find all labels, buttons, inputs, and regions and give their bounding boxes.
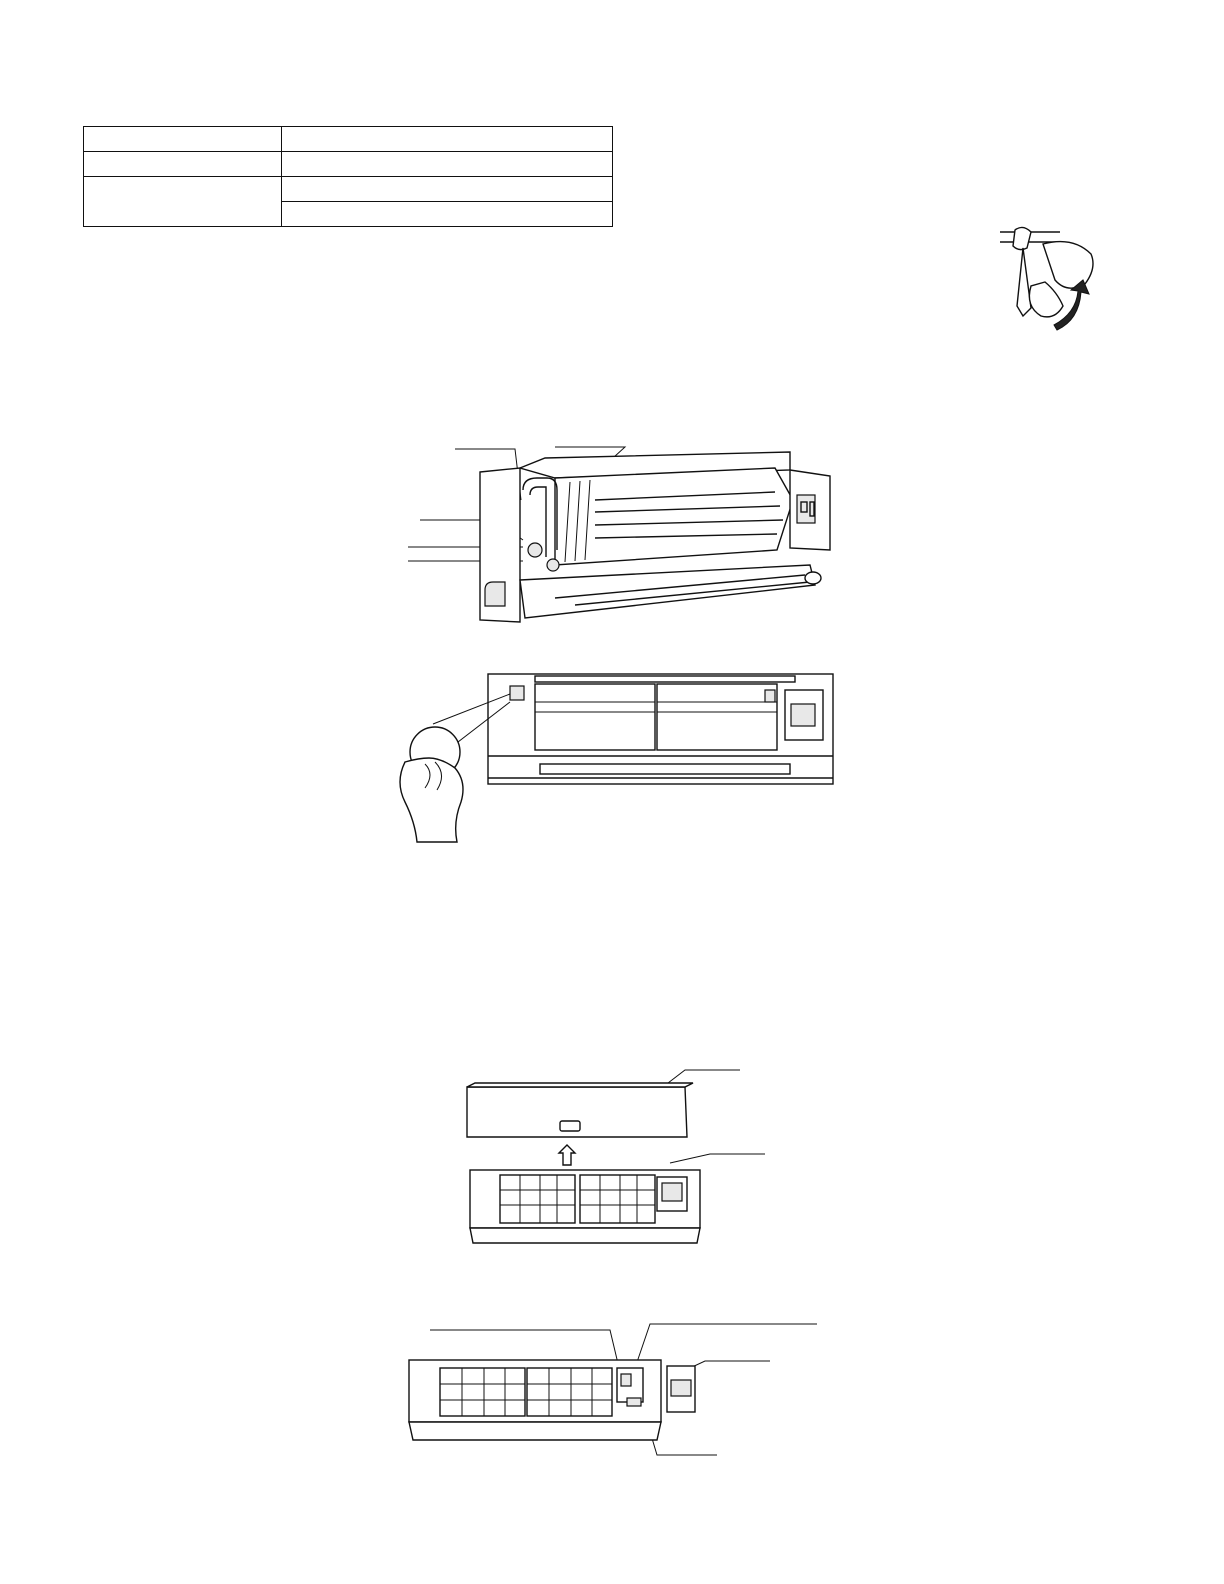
table-cell xyxy=(84,127,282,152)
table-cell xyxy=(282,127,613,152)
table-cell xyxy=(282,202,613,227)
table-cell xyxy=(84,152,282,177)
wrench-hand-illustration xyxy=(995,222,1110,337)
table-cell xyxy=(282,177,613,202)
table-cell xyxy=(84,177,282,227)
indoor-unit-cutaway-diagram xyxy=(405,440,835,625)
electrical-box-diagram xyxy=(405,1320,825,1460)
table-row xyxy=(84,152,613,177)
callout-line xyxy=(690,1361,770,1368)
table-row xyxy=(84,127,613,152)
grille-removal-diagram xyxy=(385,672,835,842)
table-row xyxy=(84,177,613,202)
front-panel-lift-diagram xyxy=(465,1065,775,1250)
spec-table xyxy=(83,126,613,227)
table-cell xyxy=(282,152,613,177)
callout-line xyxy=(670,1154,765,1163)
